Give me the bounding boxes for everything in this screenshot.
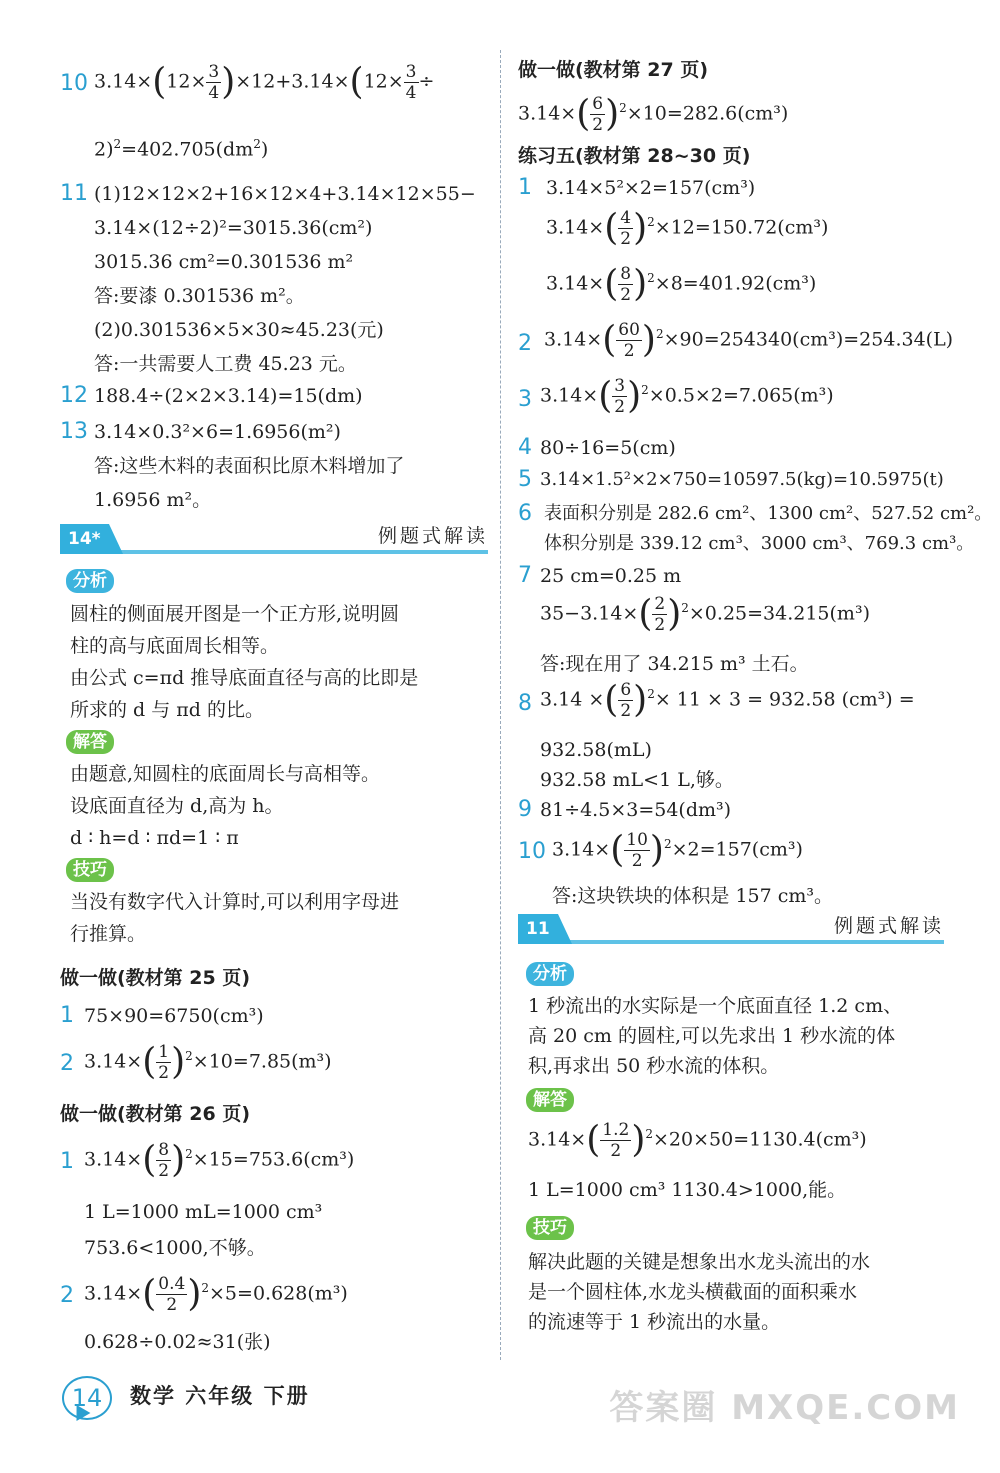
question-number: 2 [518,331,532,356]
text-line: 积,再求出 50 秒水流的体积。 [528,1055,780,1077]
question-number: 8 [518,691,532,716]
text-line: 体积分别是 339.12 cm³、3000 cm³、769.3 cm³。 [544,533,975,554]
answer-badge: 解答 [526,1088,574,1112]
text-line: 3.14×(12÷2)²=3015.36(cm²) [94,217,373,239]
text-line: 解决此题的关键是想象出水龙头流出的水 [528,1251,871,1273]
equation-line: 3.14×( $\frac{0.4}{2}$ )$^2$×5=0.628(m³) [84,1273,348,1315]
question-number: 12 [60,383,88,408]
text-line: 由题意,知圆柱的底面周长与高相等。 [70,763,381,785]
text-line: 行推算。 [70,923,147,945]
column-divider [500,50,502,1360]
question-number: 1 [60,1149,74,1174]
text-line: 当没有数字代入计算时,可以利用字母进 [70,891,400,913]
text-line: 75×90=6750(cm³) [84,1005,264,1027]
example-banner [518,914,944,944]
equation-line: 3.14×( $\frac{3}{2}$ )$^2$×0.5×2=7.065(m³) [540,375,834,417]
question-number: 4 [518,435,532,460]
text-line: 的流速等于 1 秒流出的水量。 [528,1311,781,1333]
equation-line: 3.14×(12× $\frac{3}{4}$ )×12+3.14×(12× $\frac{3}{4}$ ÷ [94,61,435,103]
analysis-badge: 分析 [66,569,114,593]
text-line: 1 秒流出的水实际是一个底面直径 1.2 cm、 [528,995,903,1017]
text-line: 1 L=1000 mL=1000 cm³ [84,1201,323,1223]
text-line: 3015.36 cm²=0.301536 m² [94,251,354,273]
page-number: 14 [62,1376,112,1420]
watermark-text: 答案圈 MXQE.COM [609,1388,960,1428]
answer-badge: 解答 [66,730,114,754]
question-number: 10 [60,71,88,96]
text-line: 答:要漆 0.301536 m²。 [94,285,305,307]
text-line: 3.14×1.5²×2×750=10597.5(kg)=10.5975(t) [540,469,944,490]
equation-line: 3.14×( $\frac{4}{2}$ )$^2$×12=150.72(cm³) [546,207,829,249]
text-line: 3.14×5²×2=157(cm³) [546,177,756,199]
section-heading: 练习五(教材第 28~30 页) [518,145,751,167]
text-line: 0.628÷0.02≈31(张) [84,1331,271,1353]
text-line: 柱的高与底面周长相等。 [70,635,280,657]
question-number: 6 [518,501,532,526]
text-line: 答:这些木料的表面积比原木料增加了 [94,455,405,477]
text-line: 所求的 d 与 πd 的比。 [70,699,264,721]
question-number: 3 [518,387,532,412]
text-line: 答:这块铁块的体积是 157 cm³。 [552,885,834,907]
equation-line: 35−3.14×( $\frac{2}{2}$ )$^2$×0.25=34.215(m³) [540,593,870,635]
text-line: 高 20 cm 的圆柱,可以先求出 1 秒水流的体 [528,1025,896,1047]
equation-line: 3.14×( $\frac{8}{2}$ )$^2$×15=753.6(cm³) [84,1139,355,1181]
text-line: 答:一共需要人工费 45.23 元。 [94,353,357,375]
text-line: 81÷4.5×3=54(dm³) [540,799,732,821]
text-line: (1)12×12×2+16×12×4+3.14×12×55− [94,183,476,205]
banner-tab: 14* [60,524,109,554]
text-line: 表面积分别是 282.6 cm²、1300 cm²、527.52 cm²。 [544,503,993,524]
text-line: (2)0.301536×5×30≈45.23(元) [94,319,384,341]
text-line: 设底面直径为 d,高为 h。 [70,795,284,817]
text-line: 答:现在用了 34.215 m³ 土石。 [540,653,809,675]
text-line: 3.14×0.3²×6=1.6956(m²) [94,421,341,443]
equation-line: 3.14×( $\frac{6}{2}$ )$^2$×10=282.6(cm³) [518,93,789,135]
question-number: 9 [518,797,532,822]
section-heading: 做一做(教材第 27 页) [518,59,709,81]
section-heading: 做一做(教材第 26 页) [60,1103,251,1125]
example-banner [60,524,488,554]
watermark-logo [609,1380,960,1429]
question-number: 2 [60,1051,74,1076]
analysis-badge: 分析 [526,962,574,986]
book-title: 数学 六年级 下册 [130,1384,310,1408]
text-line: 由公式 c=πd 推导底面直径与高的比即是 [70,667,419,689]
question-number: 1 [60,1003,74,1028]
equation-line: 3.14 ×( $\frac{6}{2}$ )$^2$× 11 × 3 = 932.58 (cm³) = [540,679,915,721]
question-number: 10 [518,839,546,864]
section-heading: 做一做(教材第 25 页) [60,967,251,989]
text-line: 1 L=1000 cm³ 1130.4>1000,能。 [528,1179,847,1201]
text-line: 是一个圆柱体,水龙头横截面的面积乘水 [528,1281,858,1303]
question-number: 7 [518,563,532,588]
equation-line: 3.14×( $\frac{1.2}{2}$ )$^2$×20×50=1130.4(cm³) [528,1119,867,1161]
text-line: 753.6<1000,不够。 [84,1237,266,1259]
text-line: 932.58(mL) [540,739,652,761]
banner-label: 例题式解读 [377,525,488,547]
question-number: 13 [60,419,88,444]
equation-line: 3.14×( $\frac{10}{2}$ )$^2$×2=157(cm³) [552,829,803,871]
equation-line: 3.14×( $\frac{1}{2}$ )$^2$×10=7.85(m³) [84,1041,332,1083]
banner-label: 例题式解读 [833,915,944,937]
text-line: 932.58 mL<1 L,够。 [540,769,734,791]
question-number: 1 [518,175,532,200]
skill-badge: 技巧 [66,858,114,882]
text-line: 圆柱的侧面展开图是一个正方形,说明圆 [70,603,400,625]
text-line: 80÷16=5(cm) [540,437,676,459]
text-line: 25 cm=0.25 m [540,565,682,587]
question-number: 2 [60,1283,74,1308]
skill-badge: 技巧 [526,1216,574,1240]
equation-line: $2)^2=402.705(dm^2)$ [94,137,269,161]
question-number: 5 [518,467,532,492]
equation-line: 3.14×( $\frac{60}{2}$ )$^2$×90=254340(cm³)=254.34(L) [544,319,954,361]
question-number: 11 [60,181,88,206]
text-line: d ∶ h=d ∶ πd=1 ∶ π [70,827,239,849]
banner-tab: 11 [518,914,558,944]
text-line: 1.6956 m²。 [94,489,212,511]
text-line: 188.4÷(2×2×3.14)=15(dm) [94,385,363,407]
equation-line: 3.14×( $\frac{8}{2}$ )$^2$×8=401.92(cm³) [546,263,817,305]
